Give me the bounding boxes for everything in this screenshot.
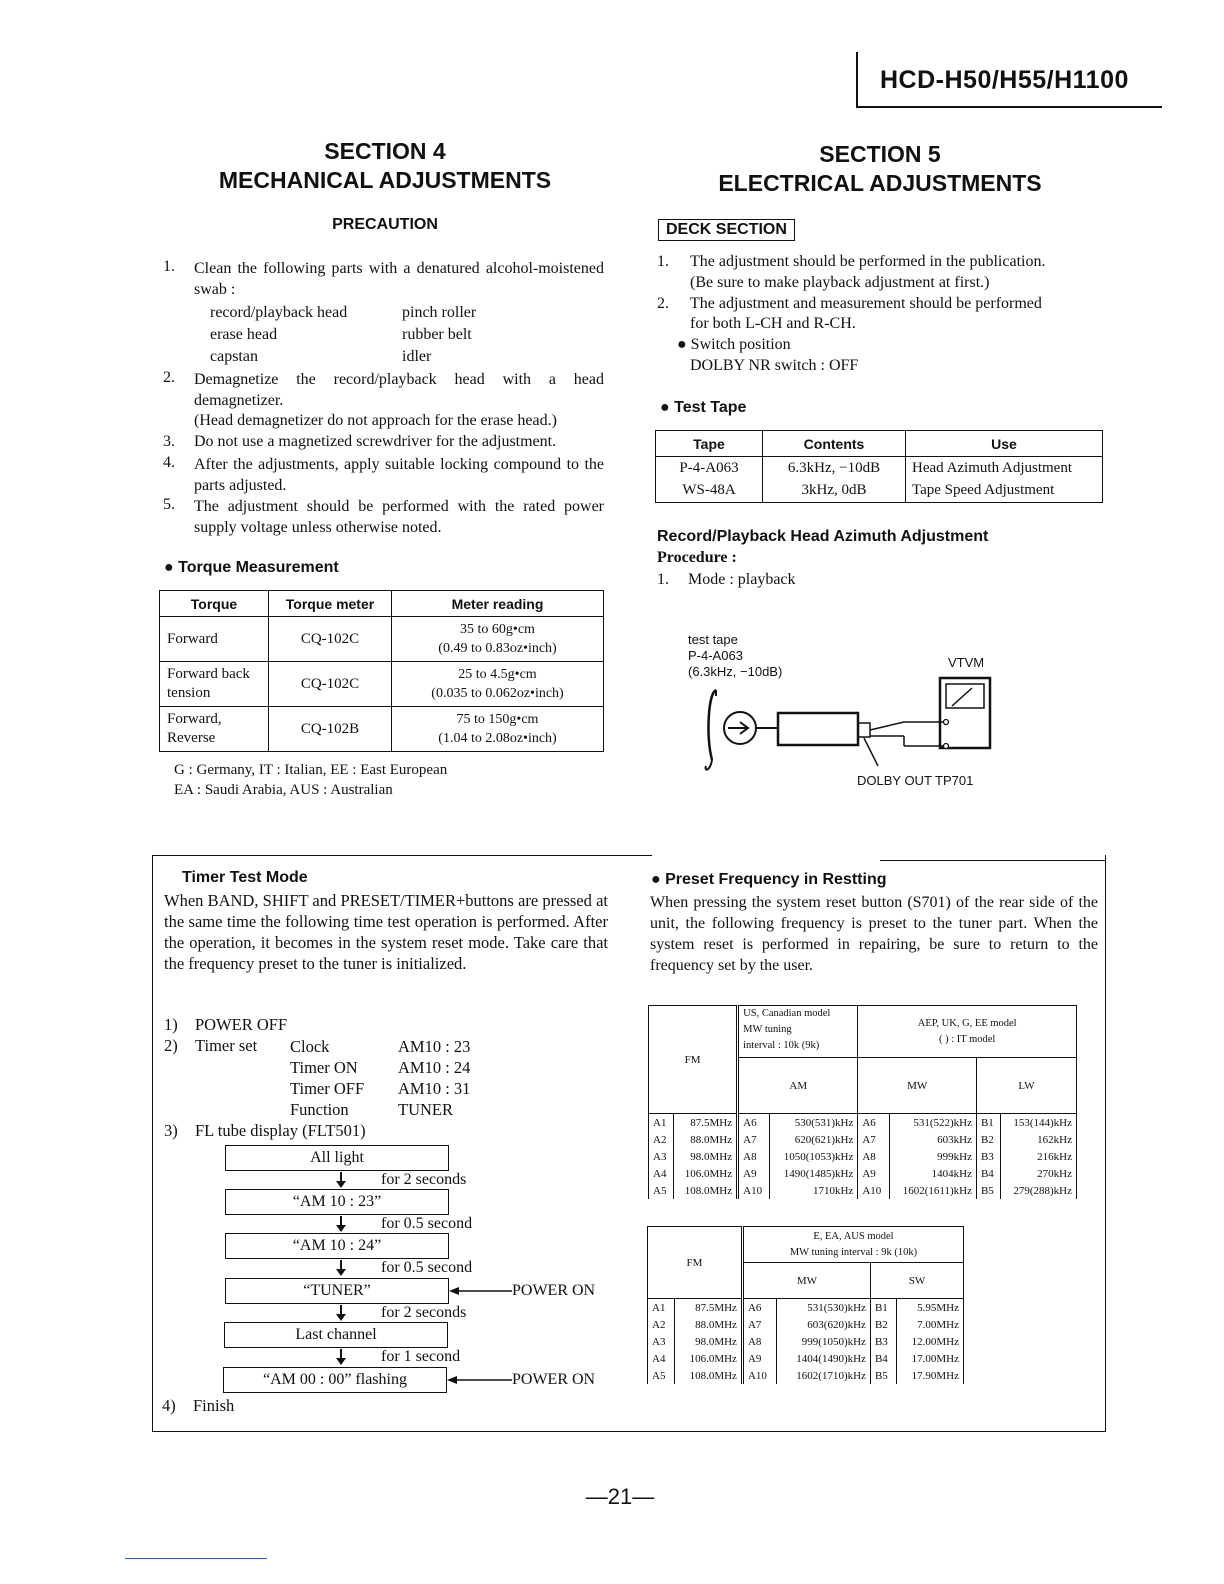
power-on-arrow-icon — [446, 1374, 512, 1386]
frequency-cell: 106.0MHz — [674, 1165, 738, 1182]
frequency-cell: 279(288)kHz — [1001, 1182, 1077, 1199]
deck-text-1a: The adjustment should be performed in the publication. — [690, 253, 1046, 270]
flow-step-box: Last channel — [224, 1322, 448, 1348]
section5-title-line2: ELECTRICAL ADJUSTMENTS — [718, 170, 1042, 196]
frequency-cell: A5 — [648, 1367, 675, 1384]
precaution-text-5: The adjustment should be performed with the rated power supply voltage unless otherwise noted. — [194, 498, 604, 536]
col-am: AM — [738, 1058, 858, 1114]
step-num: 4) — [162, 1396, 176, 1415]
flow-step-box: “AM 00 : 00” flashing — [223, 1367, 447, 1393]
torque-header-row — [160, 591, 604, 617]
frequency-cell: A6 — [738, 1114, 770, 1132]
preset-title: ● Preset Frequency in Restting — [651, 871, 887, 888]
torque-header: Torque meter — [269, 591, 392, 617]
flow-duration: for 2 seconds — [381, 1304, 467, 1321]
flow-duration: for 0.5 second — [381, 1259, 473, 1276]
frequency-cell: A6 — [742, 1299, 776, 1317]
flow-duration: for 0.5 second — [381, 1215, 473, 1232]
preset-table-2-body — [648, 1299, 964, 1385]
frequency-cell: 530(531)kHz — [770, 1114, 858, 1132]
torque-header: Torque — [160, 591, 269, 617]
frequency-cell: 1490(1485)kHz — [770, 1165, 858, 1182]
frequency-cell: A10 — [858, 1182, 889, 1199]
part-item: pinch roller — [402, 304, 477, 321]
torque-cell: Forward, Reverse — [160, 707, 269, 752]
frequency-cell: 270kHz — [1001, 1165, 1077, 1182]
part-item: erase head — [210, 326, 278, 343]
reading-line: (1.04 to 2.08oz•inch) — [438, 731, 557, 746]
frequency-cell: A8 — [738, 1148, 770, 1165]
frequency-cell: 999(1050)kHz — [777, 1333, 871, 1350]
frequency-cell: A4 — [649, 1165, 674, 1182]
diagram-tape-line: P-4-A063 — [688, 648, 743, 663]
torque-cell: CQ-102B — [269, 707, 392, 752]
frequency-cell: A2 — [648, 1316, 675, 1333]
frequency-cell: 88.0MHz — [674, 1316, 742, 1333]
frequency-cell: A7 — [738, 1131, 770, 1148]
test-tape-table — [655, 430, 1103, 503]
aep-model-head — [858, 1006, 1077, 1058]
tape-curve-icon — [709, 690, 716, 760]
deck-num-2: 2. — [657, 295, 669, 312]
frequency-cell: 87.5MHz — [674, 1299, 742, 1317]
torque-cell — [392, 707, 604, 752]
timer-setting-names — [290, 1036, 364, 1120]
frequency-cell: B5 — [870, 1367, 896, 1384]
frequency-cell: B3 — [976, 1148, 1000, 1165]
vtvm-terminal-icon — [944, 744, 949, 749]
frequency-cell: 88.0MHz — [674, 1131, 738, 1148]
frequency-cell: 87.5MHz — [674, 1114, 738, 1132]
preset-table-row — [648, 1227, 964, 1263]
frequency-cell: A10 — [738, 1182, 770, 1199]
tape-cell: Tape Speed Adjustment — [906, 480, 1103, 503]
probe-wire — [870, 722, 904, 730]
frequency-cell: A1 — [649, 1114, 674, 1132]
frequency-cell: 1602(1611)kHz — [889, 1182, 976, 1199]
step-text: Timer set — [195, 1036, 258, 1055]
frequency-cell: 17.00MHz — [896, 1350, 963, 1367]
mode-text: Mode : playback — [688, 571, 796, 588]
connector-icon — [858, 723, 870, 737]
frequency-cell: B2 — [976, 1131, 1000, 1148]
torque-row — [160, 617, 604, 662]
frequency-cell: 216kHz — [1001, 1148, 1077, 1165]
step-text: POWER OFF — [195, 1015, 288, 1034]
flow-step-box: All light — [225, 1145, 449, 1171]
vtvm-dial-icon — [946, 684, 984, 708]
us-model-head — [738, 1006, 858, 1058]
torque-cell: Forward — [160, 617, 269, 662]
frequency-cell: 98.0MHz — [674, 1333, 742, 1350]
section4-title — [160, 137, 610, 195]
frequency-row — [648, 1299, 964, 1317]
frequency-row — [648, 1316, 964, 1333]
model-title: HCD-H50/H55/H1100 — [880, 66, 1129, 94]
precaution-title: PRECAUTION — [332, 216, 438, 233]
section4-title-line2: MECHANICAL ADJUSTMENTS — [218, 167, 552, 193]
torque-title: ● Torque Measurement — [164, 559, 339, 576]
step-text: FL tube display (FLT501) — [195, 1121, 366, 1140]
head-arrow-icon — [728, 722, 748, 734]
col-mw: MW — [742, 1263, 870, 1299]
precaution-num-3: 3. — [163, 433, 175, 450]
frequency-cell: A3 — [648, 1333, 675, 1350]
setting-value: AM10 : 31 — [398, 1079, 471, 1098]
footer-rule — [125, 1558, 267, 1559]
frequency-row — [648, 1367, 964, 1384]
flow-duration: for 2 seconds — [381, 1171, 467, 1188]
frequency-row — [648, 1333, 964, 1350]
vtvm-needle-icon — [952, 688, 972, 706]
frequency-cell: 108.0MHz — [674, 1182, 738, 1199]
frequency-cell: 1602(1710)kHz — [777, 1367, 871, 1384]
flow-down-arrow-icon — [340, 1216, 342, 1230]
frequency-cell: A10 — [742, 1367, 776, 1384]
frequency-cell: B1 — [870, 1299, 896, 1317]
frequency-cell: 106.0MHz — [674, 1350, 742, 1367]
frequency-cell: 603kHz — [889, 1131, 976, 1148]
procedure-label: Procedure : — [657, 549, 737, 566]
power-on-label: POWER ON — [512, 1371, 596, 1388]
frequency-row — [649, 1114, 1077, 1132]
parts-left-list — [210, 302, 347, 368]
frequency-cell: 1050(1053)kHz — [770, 1148, 858, 1165]
preset-paragraph: When pressing the system reset button (S701) of the rear side of the unit, the following frequency is preset to the tuner part. When the system reset is performed in repairing, be sure to return to the frequency set by the user. — [650, 894, 1098, 974]
precaution-num-5: 5. — [163, 496, 175, 513]
legend-line-2: EA : Saudi Arabia, AUS : Australian — [174, 782, 393, 798]
torque-table — [159, 590, 604, 752]
torque-row — [160, 662, 604, 707]
timer-paragraph: When BAND, SHIFT and PRESET/TIMER+buttons are pressed at the same time the following time test operation is performed. After the operation, it becomes in the system reset mode. Take care that the frequency preset to the tuner is initialized. — [164, 891, 608, 973]
precaution-num-4: 4. — [163, 454, 175, 471]
frequency-cell: 7.00MHz — [896, 1316, 963, 1333]
frequency-cell: A1 — [648, 1299, 675, 1317]
power-on-label: POWER ON — [512, 1282, 596, 1299]
lower-panel-top-rule-right — [880, 860, 1105, 861]
frequency-cell: 1404kHz — [889, 1165, 976, 1182]
azimuth-connection-diagram — [700, 676, 1000, 776]
section5-title — [655, 140, 1105, 198]
frequency-cell: A9 — [742, 1350, 776, 1367]
reading-line: (0.035 to 0.062oz•inch) — [431, 686, 564, 701]
tape-cell: WS-48A — [656, 480, 763, 503]
frequency-cell: 1404(1490)kHz — [777, 1350, 871, 1367]
fm-label: FM — [648, 1227, 743, 1299]
deck-num-1: 1. — [657, 253, 669, 270]
setting-name: Timer ON — [290, 1058, 358, 1077]
frequency-cell: 5.95MHz — [896, 1299, 963, 1317]
flow-down-arrow-icon — [340, 1260, 342, 1274]
step-num: 1) — [164, 1015, 178, 1034]
tape-header: Tape — [656, 431, 763, 457]
reading-line: 25 to 4.5g•cm — [458, 667, 537, 682]
setting-value: AM10 : 24 — [398, 1058, 471, 1077]
frequency-cell: 999kHz — [889, 1148, 976, 1165]
diagram-tape-line: test tape — [688, 632, 738, 647]
frequency-cell: B4 — [870, 1350, 896, 1367]
timer-title: Timer Test Mode — [182, 869, 308, 886]
preset-table-row — [649, 1006, 1077, 1058]
deck-text-2b: for both L-CH and R-CH. — [690, 315, 856, 332]
tape-curve-tail-icon — [706, 760, 712, 770]
vtvm-label: VTVM — [948, 655, 985, 670]
tape-row — [656, 457, 1103, 480]
frequency-cell: A6 — [858, 1114, 889, 1132]
precaution-text-1: Clean the following parts with a denatured alcohol-moistened swab : — [194, 260, 604, 298]
flow-down-arrow-icon — [340, 1305, 342, 1319]
torque-cell — [392, 617, 604, 662]
us-model-line: US, Canadian model — [743, 1008, 831, 1019]
frequency-cell: A4 — [648, 1350, 675, 1367]
frequency-row — [649, 1131, 1077, 1148]
step-text: Finish — [193, 1396, 235, 1415]
frequency-cell: A3 — [649, 1148, 674, 1165]
legend-line-1: G : Germany, IT : Italian, EE : East European — [174, 762, 448, 778]
reading-line: 35 to 60g•cm — [460, 622, 535, 637]
part-item: record/playback head — [210, 304, 348, 321]
vtvm-meter-icon — [940, 678, 990, 748]
setting-value: AM10 : 23 — [398, 1037, 471, 1056]
deck-section-label: DECK SECTION — [658, 219, 795, 241]
step-num: 3) — [164, 1121, 178, 1140]
frequency-cell: 531(522)kHz — [889, 1114, 976, 1132]
demag-note: (Head demagnetizer do not approach for the erase head.) — [194, 412, 557, 429]
frequency-cell: A7 — [742, 1316, 776, 1333]
frequency-row — [649, 1165, 1077, 1182]
aep-model-line: AEP, UK, G, EE model — [917, 1017, 1017, 1029]
frequency-cell: B3 — [870, 1333, 896, 1350]
torque-cell: CQ-102C — [269, 617, 392, 662]
e-model-head — [742, 1227, 963, 1263]
frequency-cell: A2 — [649, 1131, 674, 1148]
vtvm-terminal-icon — [944, 720, 949, 725]
tape-cell: 6.3kHz, −10dB — [763, 457, 906, 480]
tape-header: Contents — [763, 431, 906, 457]
reading-line: 75 to 150g•cm — [456, 712, 539, 727]
us-model-line: MW tuning — [743, 1024, 792, 1035]
precaution-num-2: 2. — [163, 369, 175, 386]
parts-right-list — [402, 302, 476, 368]
preset-table-2 — [647, 1226, 964, 1384]
e-model-line: MW tuning interval : 9k (10k) — [789, 1246, 918, 1258]
dolby-switch: DOLBY NR switch : OFF — [690, 357, 859, 374]
frequency-cell: 17.90MHz — [896, 1367, 963, 1384]
diagram-tape-label — [688, 632, 782, 680]
fm-label: FM — [649, 1006, 738, 1114]
flow-down-arrow-icon — [340, 1349, 342, 1363]
tape-header-row — [656, 431, 1103, 457]
step-num: 2) — [164, 1036, 178, 1055]
dolby-out-label: DOLBY OUT TP701 — [857, 773, 974, 788]
flow-step-box: “AM 10 : 24” — [225, 1233, 449, 1259]
torque-cell: CQ-102C — [269, 662, 392, 707]
flow-step-box: “AM 10 : 23” — [225, 1189, 449, 1215]
frequency-cell: 162kHz — [1001, 1131, 1077, 1148]
col-lw: LW — [976, 1058, 1076, 1114]
reading-line: (0.49 to 0.83oz•inch) — [438, 641, 557, 656]
frequency-cell: 153(144)kHz — [1001, 1114, 1077, 1132]
tape-cell: 3kHz, 0dB — [763, 480, 906, 503]
frequency-cell: B5 — [976, 1182, 1000, 1199]
us-model-line: interval : 10k (9k) — [743, 1040, 820, 1051]
frequency-cell: B4 — [976, 1165, 1000, 1182]
set-box — [778, 713, 858, 745]
tape-cell: Head Azimuth Adjustment — [906, 457, 1103, 480]
setting-name: Clock — [290, 1037, 330, 1056]
torque-cell — [392, 662, 604, 707]
tape-cell: P-4-A063 — [656, 457, 763, 480]
precaution-num-1: 1. — [163, 258, 175, 275]
section5-title-line1: SECTION 5 — [819, 141, 941, 167]
azimuth-title: Record/Playback Head Azimuth Adjustment — [657, 528, 989, 545]
torque-cell: Forward back tension — [160, 662, 269, 707]
aep-model-line: ( ) : IT model — [938, 1033, 996, 1045]
deck-text-1b: (Be sure to make playback adjustment at first.) — [690, 274, 990, 291]
frequency-cell: 12.00MHz — [896, 1333, 963, 1350]
frequency-cell: A9 — [858, 1165, 889, 1182]
frequency-cell: 620(621)kHz — [770, 1131, 858, 1148]
torque-header: Meter reading — [392, 591, 604, 617]
frequency-cell: B2 — [870, 1316, 896, 1333]
tape-header: Use — [906, 431, 1103, 457]
part-item: idler — [402, 348, 432, 365]
power-on-arrow-icon — [448, 1285, 512, 1297]
timer-setting-values — [398, 1036, 470, 1120]
flow-step-box: “TUNER” — [225, 1278, 449, 1304]
frequency-cell: 603(620)kHz — [777, 1316, 871, 1333]
frequency-cell: A8 — [742, 1333, 776, 1350]
frequency-cell: 1710kHz — [770, 1182, 858, 1199]
frequency-cell: 98.0MHz — [674, 1148, 738, 1165]
dolby-out-pointer — [864, 738, 878, 766]
tape-row — [656, 480, 1103, 503]
lower-panel-top-rule — [152, 855, 652, 856]
section4-title-line1: SECTION 4 — [324, 138, 446, 164]
precaution-text-2: Demagnetize the record/playback head with a head demagnetizer. — [194, 371, 604, 409]
precaution-text-3: Do not use a magnetized screwdriver for the adjustment. — [194, 433, 557, 450]
precaution-text-4: After the adjustments, apply suitable locking compound to the parts adjusted. — [194, 456, 604, 494]
preset-table-1-body — [649, 1114, 1077, 1200]
frequency-cell: A9 — [738, 1165, 770, 1182]
frequency-row — [648, 1350, 964, 1367]
part-item: capstan — [210, 348, 258, 365]
torque-row — [160, 707, 604, 752]
test-tape-title: ● Test Tape — [660, 399, 747, 416]
frequency-cell: A7 — [858, 1131, 889, 1148]
setting-name: Function — [290, 1100, 349, 1119]
flow-duration: for 1 second — [381, 1348, 461, 1365]
frequency-row — [649, 1182, 1077, 1199]
col-mw: MW — [858, 1058, 977, 1114]
frequency-cell: A8 — [858, 1148, 889, 1165]
setting-name: Timer OFF — [290, 1079, 365, 1098]
frequency-cell: A5 — [649, 1182, 674, 1199]
e-model-line: E, EA, AUS model — [813, 1230, 894, 1242]
mode-num: 1. — [657, 571, 669, 588]
setting-value: TUNER — [398, 1100, 453, 1119]
frequency-cell: 531(530)kHz — [777, 1299, 871, 1317]
frequency-row — [649, 1148, 1077, 1165]
part-item: rubber belt — [402, 326, 472, 343]
frequency-cell: 108.0MHz — [674, 1367, 742, 1384]
switch-position: ● Switch position — [677, 336, 791, 353]
preset-table-1 — [648, 1005, 1077, 1199]
col-sw: SW — [870, 1263, 963, 1299]
page-number: —21— — [585, 1484, 655, 1509]
deck-text-2a: The adjustment and measurement should be performed — [690, 295, 1042, 312]
frequency-cell: B1 — [976, 1114, 1000, 1132]
diagram-tape-line: (6.3kHz, −10dB) — [688, 664, 783, 679]
flow-down-arrow-icon — [340, 1172, 342, 1186]
